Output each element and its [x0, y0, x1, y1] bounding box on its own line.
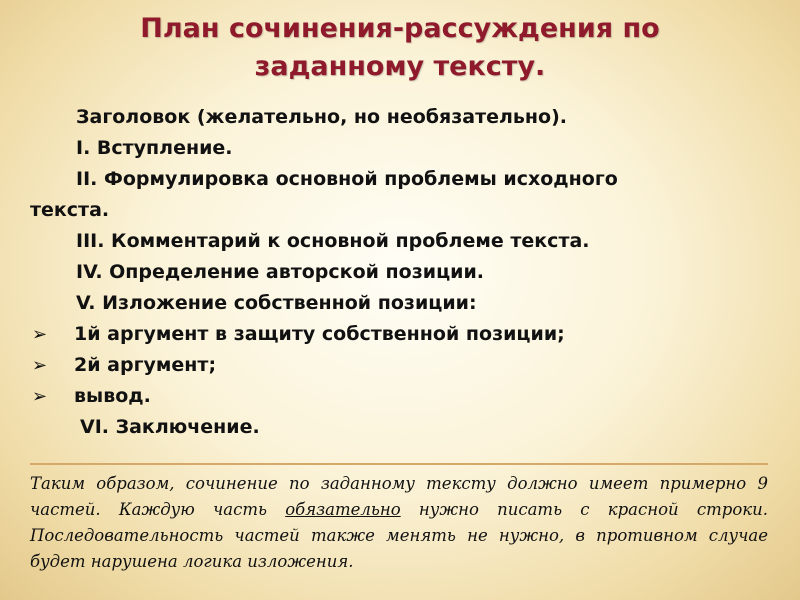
plan-item-final: VI. Заключение. — [80, 416, 260, 438]
plan-item-intro: I. Вступление. — [76, 137, 233, 159]
bullet-text: 2й аргумент; — [74, 354, 217, 376]
plan-item-author-position: IV. Определение авторской позиции. — [76, 261, 485, 283]
plan-item-comment: III. Комментарий к основной проблеме текста. — [76, 230, 590, 252]
plan-list — [30, 102, 770, 443]
arrow-bullet-icon: ➢ — [32, 386, 48, 407]
plan-item-problem-continuation: текста. — [30, 199, 110, 221]
conclusion-text-part-1: Таким образом, сочинение по заданному тексту должно имеет примерно 9 частей. Каждую часть — [30, 474, 768, 519]
conclusion-text-part-2: нужно писать с красной строки. Последовательность частей также менять не нужно, в противном случае будет нарушена логика изложения. — [30, 500, 768, 571]
page-title — [0, 10, 800, 86]
plan-item-header: Заголовок (желательно, но необязательно). — [76, 106, 568, 128]
bullet-text: вывод. — [74, 385, 151, 407]
conclusion-underlined-word: обязательно — [285, 500, 401, 519]
plan-item-own-position: V. Изложение собственной позиции: — [76, 292, 477, 314]
bullet-item-argument-2 — [30, 350, 770, 381]
title-line-2: заданному тексту. — [254, 51, 546, 82]
plan-item-problem: II. Формулировка основной проблемы исходного — [76, 168, 618, 190]
bullet-item-conclusion — [30, 381, 770, 412]
bullet-item-argument-1 — [30, 319, 770, 350]
arrow-bullet-icon: ➢ — [32, 355, 48, 376]
bullet-text: 1й аргумент в защиту собственной позиции; — [74, 323, 565, 345]
conclusion-paragraph — [30, 463, 768, 575]
title-line-1: План сочинения-рассуждения по — [140, 13, 660, 44]
arrow-bullet-icon: ➢ — [32, 324, 48, 345]
